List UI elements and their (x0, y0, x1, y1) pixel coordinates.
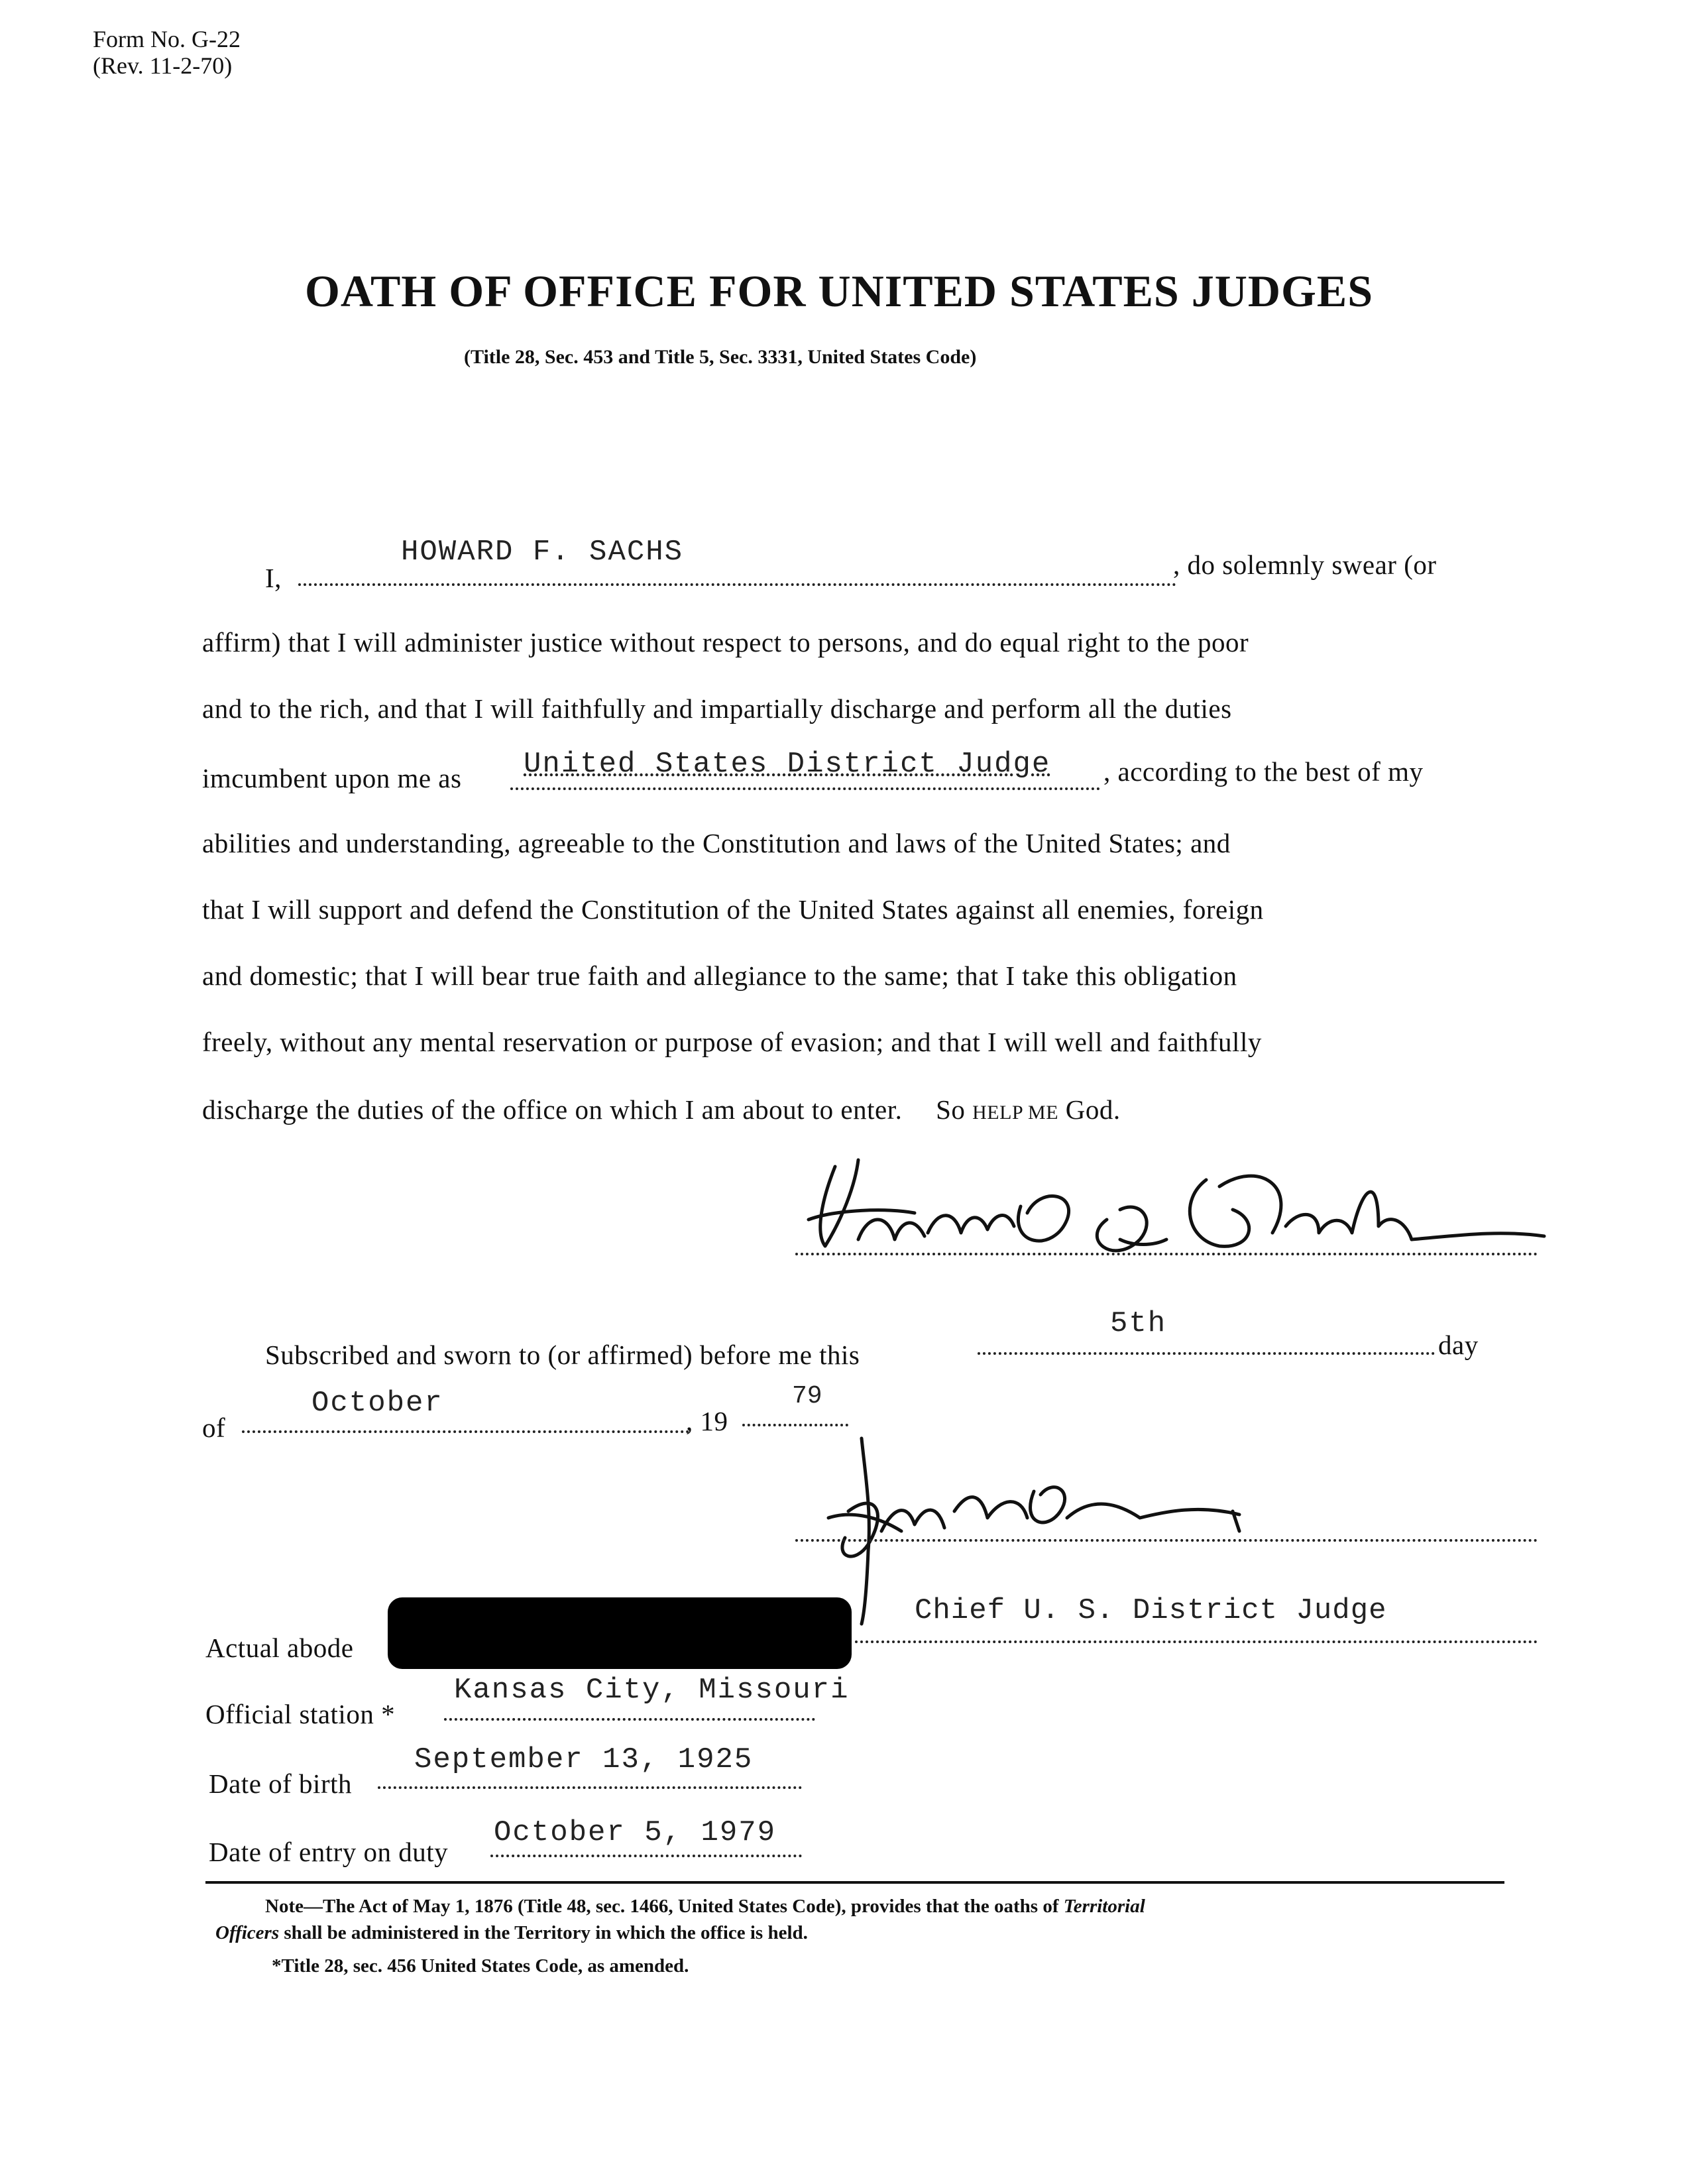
closing-so: So (936, 1094, 966, 1125)
footnote: *Title 28, sec. 456 United States Code, as amended. (272, 1955, 689, 1977)
station-label-text: Official station (205, 1699, 374, 1729)
oath-line-7: and domestic; that I will bear true faith and allegiance to the same; that I take this obligation (202, 960, 1237, 991)
note-line-2 (215, 1922, 808, 1944)
day-label: day (1438, 1330, 1479, 1360)
oath-line-4-start: imcumbent upon me as (202, 763, 462, 793)
oath-line-8: freely, without any mental reservation or purpose of evasion; and that I will well and faithfully (202, 1027, 1262, 1057)
station-field-line (444, 1718, 815, 1721)
subscribed-month-value: October (311, 1387, 443, 1420)
abode-redaction (388, 1597, 852, 1669)
oath-line-9 (202, 1094, 1121, 1125)
abode-label: Actual abode (205, 1633, 354, 1663)
note-officers: Officers (215, 1922, 280, 1943)
birth-label: Date of birth (209, 1768, 352, 1799)
oath-line-5: abilities and understanding, agreeable to the Constitution and laws of the United States; and (202, 828, 1231, 858)
subscribed-day-value: 5th (1110, 1307, 1167, 1340)
oath-line-9-text: discharge the duties of the office on which I am about to enter. (202, 1094, 903, 1125)
birth-field-line (378, 1786, 802, 1789)
officer-title-line (855, 1640, 1538, 1643)
oath-line-3: and to the rich, and that I will faithfully and impartially discharge and perform all the duties (202, 693, 1232, 724)
note-end: shall be administered in the Territory in which the office is held. (284, 1922, 808, 1943)
oath-line-1-end: , do solemnly swear (or (1173, 549, 1437, 580)
oath-name-value: HOWARD F. SACHS (401, 536, 684, 569)
officer-title-value: Chief U. S. District Judge (915, 1594, 1387, 1627)
of-label: of (202, 1412, 226, 1443)
closing-help-me: HELP ME (972, 1102, 1059, 1123)
position-field-line (510, 787, 1100, 790)
year-field-line (742, 1424, 848, 1426)
subscribed-text: Subscribed and sworn to (or affirmed) before me this (265, 1340, 860, 1370)
oath-position-value: United States District Judge (524, 748, 1051, 781)
day-field-line (978, 1352, 1435, 1355)
entry-label: Date of entry on duty (209, 1837, 449, 1867)
entry-field-line (490, 1855, 802, 1857)
officer-signature-line (795, 1539, 1538, 1542)
oath-line-2: affirm) that I will administer justice without respect to persons, and do equal right to the poor (202, 627, 1249, 658)
name-field-line (298, 583, 1176, 586)
form-revision: (Rev. 11-2-70) (93, 52, 233, 79)
birth-value: September 13, 1925 (414, 1743, 754, 1776)
page-subtitle: (Title 28, Sec. 453 and Title 5, Sec. 3331, United States Code) (464, 346, 977, 368)
note-prefix: Note—The Act of May 1, 1876 (Title 48, sec. 1466, United States Code), provides that the oaths of (265, 1896, 1059, 1917)
station-marker: * (381, 1699, 396, 1729)
station-label (205, 1698, 395, 1730)
affiant-signature-line (795, 1253, 1538, 1255)
month-field-line (242, 1430, 689, 1433)
note-territorial: Territorial (1063, 1896, 1145, 1917)
closing-god: God. (1065, 1094, 1121, 1125)
subscribed-year-value: 79 (792, 1382, 822, 1410)
station-value: Kansas City, Missouri (454, 1674, 850, 1707)
oath-prefix: I, (265, 563, 282, 593)
note-line-1 (265, 1896, 1145, 1918)
oath-line-6: that I will support and defend the Constitution of the United States against all enemies, foreign (202, 894, 1264, 925)
entry-value: October 5, 1979 (494, 1816, 777, 1849)
oath-line-4-end: , according to the best of my (1103, 756, 1424, 787)
year-prefix: , 19 (686, 1406, 728, 1436)
page-title: OATH OF OFFICE FOR UNITED STATES JUDGES (305, 266, 1374, 316)
notes-divider (205, 1881, 1504, 1884)
form-number: Form No. G-22 (93, 26, 241, 52)
